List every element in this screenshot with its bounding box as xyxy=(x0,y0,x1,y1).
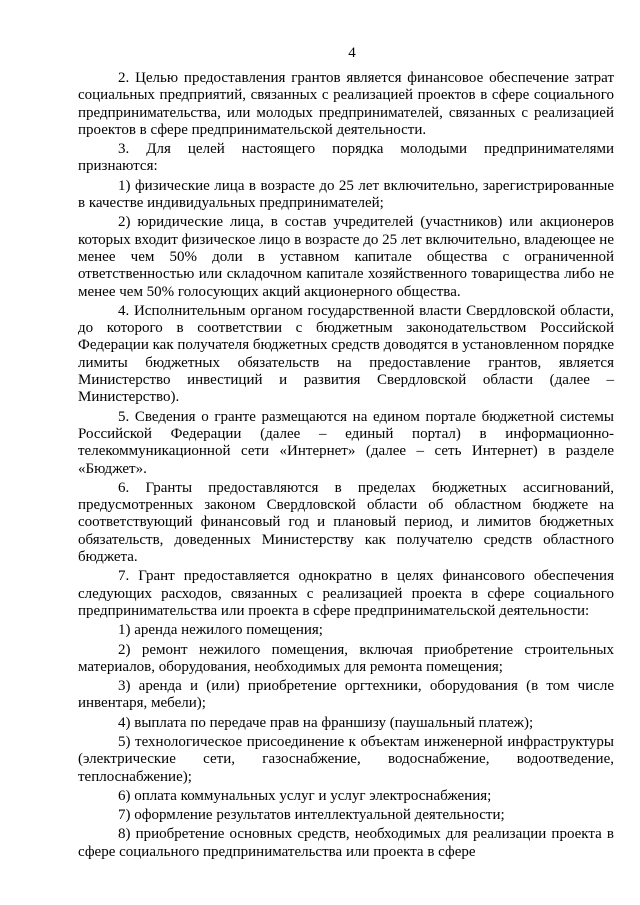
paragraph-7-item-3: 3) аренда и (или) приобретение оргтехники, оборудования (в том числе инвентаря, мебели); xyxy=(78,678,614,712)
paragraph-5: 5. Сведения о гранте размещаются на едином портале бюджетной системы Российской Федерации (далее – единый портал) в информационно-телекоммуникационной сети «Интернет» (далее – сеть Интернет) в разделе «Бюджет». xyxy=(78,408,614,477)
paragraph-4: 4. Исполнительным органом государственной власти Свердловской области, до которого в соответствии с бюджетным законодательством Российской Федерации как получателя бюджетных средств доводятся в установленном порядке лимиты бюджетных обязательств на предоставление грантов, является Министерство инвестиций и развития Свердловской области (далее – Министерство). xyxy=(78,302,614,406)
paragraph-2: 2. Целью предоставления грантов является финансовое обеспечение затрат социальных предприятий, связанных с реализацией проектов в сфере социального предпринимательства, или молодых предпринимателей, связанных с реализацией проектов в сфере предпринимательской деятельности. xyxy=(78,70,614,138)
paragraph-7-item-2: 2) ремонт нежилого помещения, включая приобретение строительных материалов, оборудования, необходимых для ремонта помещения; xyxy=(78,641,614,675)
paragraph-7-item-4: 4) выплата по передаче прав на франшизу (паушальный платеж); xyxy=(118,714,534,731)
paragraph-7-item-5: 5) технологическое присоединение к объектам инженерной инфраструктуры (электрические сети, газоснабжение, водоснабжение, водоотведение, теплоснабжение); xyxy=(78,733,614,785)
paragraph-3-item-1: 1) физические лица в возрасте до 25 лет включительно, зарегистрированные в качестве индивидуальных предпринимателей; xyxy=(78,177,614,212)
document-body xyxy=(78,70,614,861)
page-number: 4 xyxy=(348,45,356,61)
paragraph-7-item-1: 1) аренда нежилого помещения; xyxy=(118,622,323,639)
paragraph-7: 7. Грант предоставляется однократно в целях финансового обеспечения следующих расходов, связанных с реализацией проекта в сфере социального предпринимательства или проекта в сфере предпринимательской деятельности: xyxy=(78,568,614,619)
paragraph-7-item-7: 7) оформление результатов интеллектуальной деятельности; xyxy=(118,807,505,824)
paragraph-7-item-8: 8) приобретение основных средств, необходимых для реализации проекта в сфере социального предпринимательства или проекта в сфере xyxy=(78,826,614,860)
paragraph-6: 6. Гранты предоставляются в пределах бюджетных ассигнований, предусмотренных законом Свердловской области об областном бюджете на соответствующий финансовый год и плановый период, и лимитов бюджетных обязательств, доведенных Министерству как получателю средств областного бюджета. xyxy=(78,479,614,566)
paragraph-7-item-6: 6) оплата коммунальных услуг и услуг электроснабжения; xyxy=(118,787,492,804)
paragraph-3-item-2: 2) юридические лица, в состав учредителей (участников) или акционеров которых входит физическое лицо в возрасте до 25 лет включительно, владеющее не менее чем 50% доли в уставном капитале общества с ограниченной ответственностью или складочном капитале хозяйственного товарищества либо не менее чем 50% голосующих акций акционерного общества. xyxy=(78,214,614,300)
paragraph-3: 3. Для целей настоящего порядка молодыми предпринимателями признаются: xyxy=(78,141,614,175)
